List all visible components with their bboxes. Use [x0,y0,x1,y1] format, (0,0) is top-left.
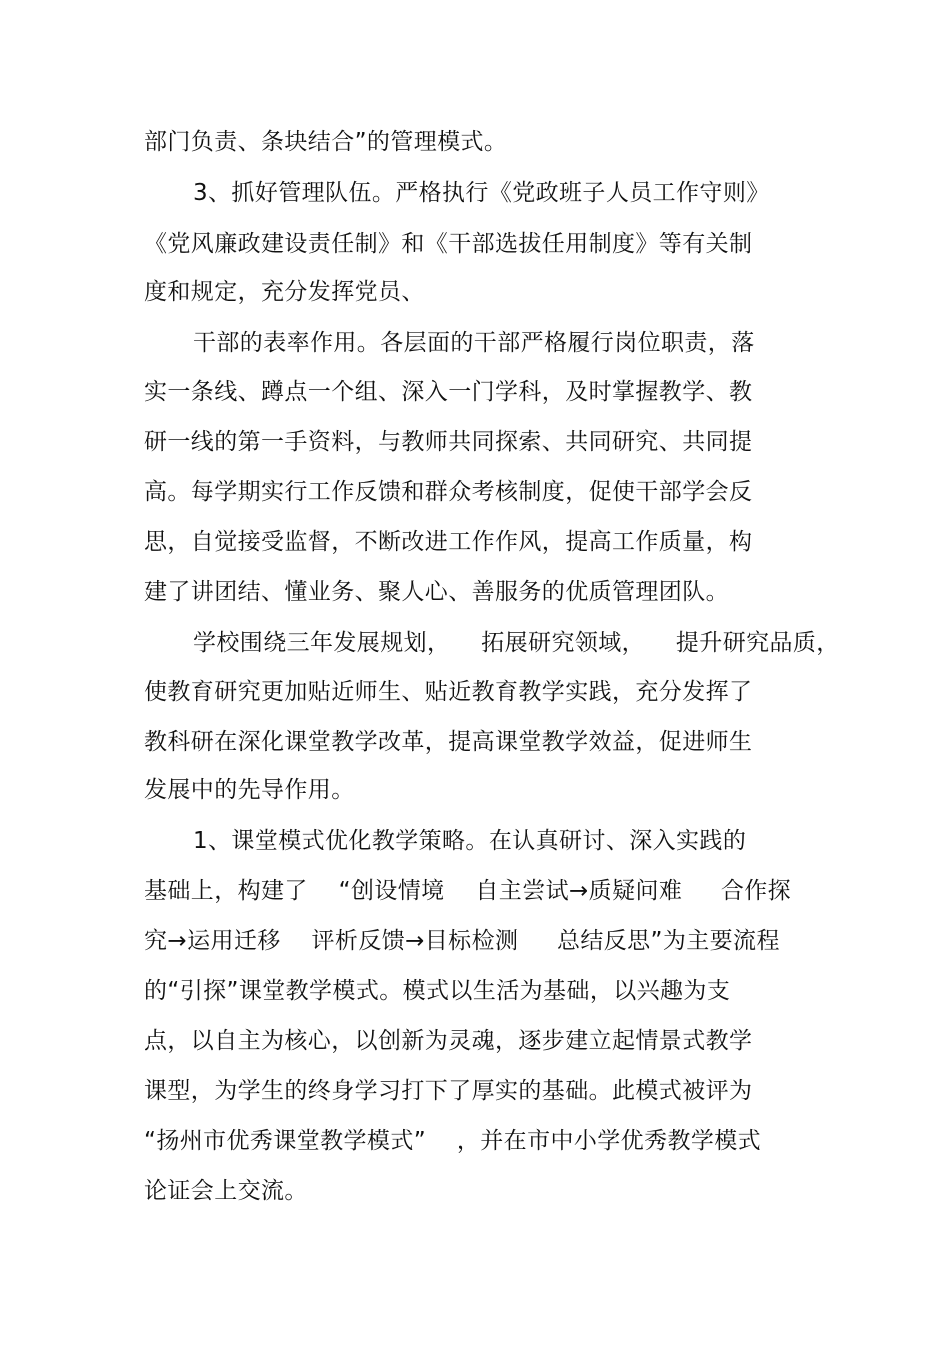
text-line: 使教育研究更加贴近师生、贴近教育教学实践，充分发挥了 [144,679,753,705]
text-line: 建了讲团结、懂业务、聚人心、善服务的优质管理团队。 [144,579,729,605]
text-line: “扬州市优秀课堂教学模式” ，并在市中小学优秀教学模式 [144,1128,762,1154]
text-line: 课型，为学生的终身学习打下了厚实的基础。此模式被评为 [144,1078,753,1104]
text-line: 1、课堂模式优化教学策略。在认真研讨、深入实践的 [193,828,747,854]
text-line: 点，以自主为核心，以创新为灵魂，逐步建立起情景式教学 [144,1028,753,1054]
text-line: 究→运用迁移 评析反馈→目标检测 总结反思”为主要流程 [144,928,780,954]
text-line: 干部的表率作用。各层面的干部严格履行岗位职责，落 [193,330,755,356]
text-line: 部门负责、条块结合”的管理模式。 [144,129,508,155]
text-line: 3、抓好管理队伍。严格执行《党政班子人员工作守则》 [193,180,770,206]
text-line: 发展中的先导作用。 [144,777,355,803]
text-line: 的“引探”课堂教学模式。模式以生活为基础，以兴趣为支 [144,978,731,1004]
text-line: 高。每学期实行工作反馈和群众考核制度，促使干部学会反 [144,479,753,505]
text-line: 度和规定，充分发挥党员、 [144,279,425,305]
text-line: 思，自觉接受监督，不断改进工作作风，提高工作质量，构 [144,529,753,555]
text-line: 实一条线、蹲点一个组、深入一门学科，及时掌握教学、教 [144,379,753,405]
text-line: 研一线的第一手资料，与教师共同探索、共同研究、共同提 [144,429,753,455]
text-line: 基础上，构建了 “创设情境 自主尝试→质疑问难 合作探 [144,878,792,904]
text-line: 论证会上交流。 [144,1178,308,1204]
text-line: 《党风廉政建设责任制》和《干部选拔任用制度》等有关制 [144,231,753,257]
text-line: 学校围绕三年发展规划， 拓展研究领域， 提升研究品质， [193,630,840,656]
text-line: 教科研在深化课堂教学改革，提高课堂教学效益，促进师生 [144,729,753,755]
